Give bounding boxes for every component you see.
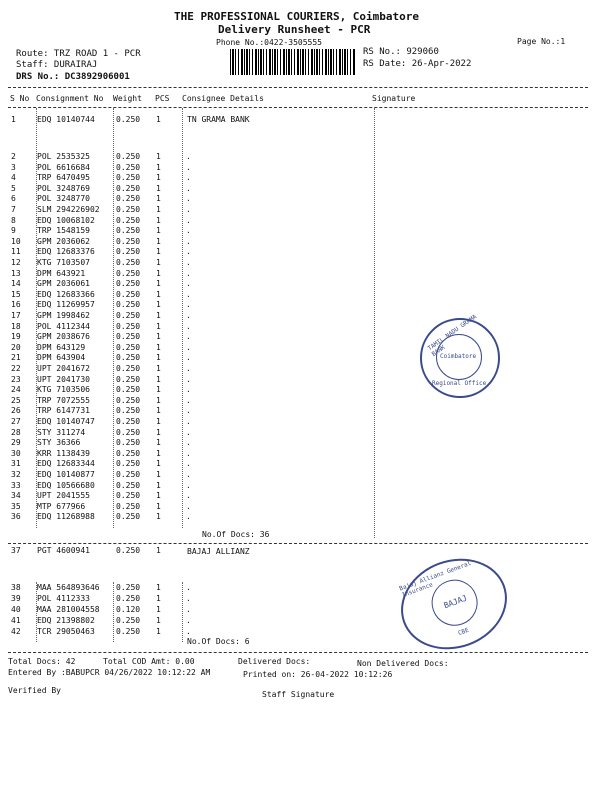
detail-dot: .: [186, 311, 191, 320]
table-row: [0, 491, 600, 502]
pcs-cell: 1: [156, 342, 161, 352]
sno-cell: 9: [11, 226, 16, 236]
detail-dot: .: [186, 501, 191, 511]
sno-cell: 34: [11, 491, 21, 501]
detail-dot: .: [186, 583, 191, 592]
consignment-cell: EDQ 21398802: [37, 616, 95, 625]
table-row: [0, 470, 600, 481]
col-consignment: Consignment No: [36, 94, 104, 103]
pcs-cell: 1: [156, 374, 161, 384]
sno-cell: 19: [11, 332, 21, 342]
pcs-cell: 1: [156, 353, 161, 363]
table-row: [0, 237, 600, 248]
consignee-name: TN GRAMA BANK: [187, 115, 250, 124]
detail-dot: .: [186, 247, 191, 257]
divider: [8, 87, 588, 88]
weight-cell: 0.250: [116, 247, 141, 257]
sno-cell: 42: [11, 627, 21, 636]
divider: [8, 107, 588, 108]
consignment-cell: KTG 7103507: [37, 258, 90, 267]
pcs-cell: 1: [156, 395, 161, 405]
pcs-cell: 1: [156, 205, 161, 214]
sno-cell: 16: [11, 300, 21, 310]
weight-cell: 0.250: [116, 353, 141, 363]
sno-cell: 18: [11, 321, 21, 331]
pcs-cell: 1: [156, 115, 161, 124]
weight-cell: 0.250: [116, 470, 141, 479]
seal-text: TAMIL NADU GRAMA BANK: [426, 313, 479, 358]
weight-cell: 0.250: [116, 438, 141, 448]
sno-cell: 27: [11, 417, 21, 426]
weight-cell: 0.250: [116, 236, 141, 246]
weight-cell: 0.250: [116, 332, 141, 342]
detail-dot: .: [186, 194, 191, 204]
sno-cell: 29: [11, 438, 21, 448]
consignment-cell: KTG 7103506: [37, 385, 90, 395]
phone-number: Phone No.:0422-3505555: [216, 38, 322, 47]
table-row: [0, 247, 600, 258]
weight-cell: 0.120: [116, 605, 141, 614]
consignment-cell: EDQ 10566680: [37, 480, 95, 490]
consignment-cell: EDQ 12683376: [37, 247, 95, 257]
seal-text: BAJAJ: [442, 593, 469, 611]
sno-cell: 13: [11, 268, 21, 278]
consignment-cell: TRP 6147731: [37, 406, 90, 416]
detail-dot: .: [186, 427, 191, 437]
sno-cell: 14: [11, 279, 21, 289]
seal-text: Regional Office: [432, 380, 487, 387]
pcs-cell: 1: [156, 459, 161, 469]
staff-label: Staff: DURAIRAJ: [16, 60, 98, 70]
table-row: [0, 583, 600, 594]
weight-cell: 0.250: [116, 279, 141, 289]
detail-dot: .: [186, 236, 191, 246]
weight-cell: 0.250: [116, 594, 141, 603]
table-row: [0, 258, 600, 269]
consignment-cell: GPM 2036061: [37, 279, 90, 289]
weight-cell: 0.250: [116, 406, 141, 416]
consignment-cell: TCR 29050463: [37, 627, 95, 636]
pcs-cell: 1: [156, 417, 161, 426]
drs-number: DRS No.: DC3892906001: [16, 72, 130, 82]
sno-cell: 22: [11, 364, 21, 373]
weight-cell: 0.250: [116, 480, 141, 490]
weight-cell: 0.250: [116, 374, 141, 384]
consignment-cell: PGT 4600941: [37, 546, 90, 555]
table-row: [0, 438, 600, 449]
table-row: [0, 616, 600, 627]
consignment-cell: UPT 2041555: [37, 491, 90, 501]
consignment-cell: POL 2535325: [37, 152, 90, 161]
sno-cell: 5: [11, 183, 16, 193]
consignment-cell: EDQ 10140747: [37, 417, 95, 426]
sno-cell: 26: [11, 406, 21, 416]
table-row: [0, 459, 600, 470]
sno-cell: 41: [11, 616, 21, 625]
table-row: [0, 385, 600, 396]
non-delivered-docs: Non Delivered Docs:: [357, 659, 449, 668]
detail-dot: .: [186, 183, 191, 193]
detail-dot: .: [186, 152, 191, 161]
weight-cell: 0.250: [116, 616, 141, 625]
sno-cell: 2: [11, 152, 16, 161]
weight-cell: 0.250: [116, 268, 141, 278]
table-row: [0, 406, 600, 417]
table-row: [0, 300, 600, 311]
pcs-cell: 1: [156, 236, 161, 246]
weight-cell: 0.250: [116, 459, 141, 469]
sno-cell: 7: [11, 205, 16, 214]
detail-dot: .: [186, 480, 191, 490]
detail-dot: .: [186, 616, 191, 625]
weight-cell: 0.250: [116, 205, 141, 214]
detail-dot: .: [186, 173, 191, 183]
sno-cell: 38: [11, 583, 21, 592]
weight-cell: 0.250: [116, 364, 141, 373]
detail-dot: .: [186, 491, 191, 501]
consignment-cell: STY 311274: [37, 427, 86, 437]
pcs-cell: 1: [156, 215, 161, 225]
verified-by: Verified By: [8, 686, 61, 695]
detail-dot: .: [186, 512, 191, 522]
sno-cell: 24: [11, 385, 21, 395]
detail-dot: .: [186, 374, 191, 384]
table-row: [0, 364, 600, 375]
seal-text: Bajaj Allianz General Insurance: [398, 559, 473, 600]
detail-dot: .: [186, 448, 191, 458]
detail-dot: .: [186, 215, 191, 225]
consignment-cell: POL 6616684: [37, 162, 90, 172]
weight-cell: 0.250: [116, 300, 141, 310]
pcs-cell: 1: [156, 279, 161, 289]
table-row: [0, 332, 600, 343]
detail-dot: .: [186, 627, 191, 636]
table-row: [0, 173, 600, 184]
table-row: [0, 375, 600, 386]
consignment-cell: GPM 1998462: [37, 311, 90, 320]
consignment-cell: GPM 2038676: [37, 332, 90, 342]
company-name: THE PROFESSIONAL COURIERS, Coimbatore: [174, 10, 420, 23]
detail-dot: .: [186, 162, 191, 172]
table-row: [0, 353, 600, 364]
sno-cell: 6: [11, 194, 16, 204]
col-sno: S No: [10, 94, 30, 103]
sno-cell: 17: [11, 311, 21, 320]
weight-cell: 0.250: [116, 289, 141, 299]
detail-dot: .: [186, 332, 191, 342]
detail-dot: .: [186, 258, 191, 267]
consignment-cell: EDQ 11269957: [37, 300, 95, 310]
consignment-cell: MAA 564893646: [37, 583, 100, 592]
docs-count: No.Of Docs: 36: [202, 530, 270, 539]
bank-seal: [420, 313, 500, 398]
table-row: [0, 290, 600, 301]
sno-cell: 1: [11, 115, 16, 124]
weight-cell: 0.250: [116, 226, 141, 236]
pcs-cell: 1: [156, 605, 161, 614]
sno-cell: 10: [11, 236, 21, 246]
consignment-cell: TRP 7072555: [37, 395, 90, 405]
weight-cell: 0.250: [116, 512, 141, 522]
detail-dot: .: [186, 353, 191, 363]
weight-cell: 0.250: [116, 215, 141, 225]
detail-dot: .: [186, 300, 191, 310]
table-row: [0, 279, 600, 290]
consignment-cell: DPM 643904: [37, 353, 86, 363]
weight-cell: 0.250: [116, 427, 141, 437]
consignment-cell: EDQ 11268988: [37, 512, 95, 522]
col-consignee-details: Consignee Details: [182, 94, 264, 103]
detail-dot: .: [186, 406, 191, 416]
pcs-cell: 1: [156, 364, 161, 373]
detail-dot: .: [186, 289, 191, 299]
consignment-cell: POL 4112333: [37, 594, 90, 603]
pcs-cell: 1: [156, 501, 161, 511]
pcs-cell: 1: [156, 616, 161, 625]
pcs-cell: 1: [156, 247, 161, 257]
pcs-cell: 1: [156, 627, 161, 636]
divider: [8, 543, 588, 544]
table-row: [0, 311, 600, 322]
table-row: [0, 184, 600, 195]
weight-cell: 0.250: [116, 501, 141, 511]
consignment-cell: EDQ 12683344: [37, 459, 95, 469]
sno-cell: 32: [11, 470, 21, 479]
sno-cell: 23: [11, 374, 21, 384]
pcs-cell: 1: [156, 289, 161, 299]
detail-dot: .: [186, 605, 191, 614]
sno-cell: 8: [11, 215, 16, 225]
detail-dot: .: [186, 226, 191, 236]
pcs-cell: 1: [156, 491, 161, 501]
pcs-cell: 1: [156, 512, 161, 522]
pcs-cell: 1: [156, 300, 161, 310]
delivered-docs: Delivered Docs:: [238, 657, 311, 666]
table-row: [0, 216, 600, 227]
pcs-cell: 1: [156, 173, 161, 183]
sno-cell: 37: [11, 546, 21, 555]
table-row: [0, 594, 600, 605]
total-docs: Total Docs: 42: [8, 657, 76, 666]
detail-dot: .: [186, 438, 191, 448]
pcs-cell: 1: [156, 438, 161, 448]
consignment-cell: DPM 643921: [37, 268, 86, 278]
consignment-cell: POL 4112344: [37, 321, 90, 331]
weight-cell: 0.250: [116, 115, 141, 124]
consignment-cell: MAA 281004558: [37, 605, 100, 614]
barcode: [230, 49, 356, 75]
consignment-cell: KRR 1138439: [37, 448, 90, 458]
sno-cell: 36: [11, 512, 21, 522]
printed-on: Printed on: 26-04-2022 10:12:26: [243, 670, 393, 679]
table-row: [0, 502, 600, 513]
weight-cell: 0.250: [116, 152, 141, 161]
pcs-cell: 1: [156, 583, 161, 592]
insurance-seal: [388, 544, 520, 664]
pcs-cell: 1: [156, 152, 161, 161]
pcs-cell: 1: [156, 258, 161, 267]
table-row: [0, 269, 600, 280]
sno-cell: 33: [11, 480, 21, 490]
pcs-cell: 1: [156, 385, 161, 395]
sno-cell: 3: [11, 162, 16, 172]
total-cod: Total COD Amt: 0.00: [103, 657, 195, 666]
consignment-cell: EDQ 12683366: [37, 289, 95, 299]
detail-dot: .: [186, 459, 191, 469]
pcs-cell: 1: [156, 226, 161, 236]
weight-cell: 0.250: [116, 417, 141, 426]
rs-number: RS No.: 929060: [363, 47, 439, 57]
docs-count: No.Of Docs: 6: [187, 637, 250, 646]
sno-cell: 20: [11, 342, 21, 352]
weight-cell: 0.250: [116, 321, 141, 331]
pcs-cell: 1: [156, 162, 161, 172]
consignment-cell: EDQ 10140744: [37, 115, 95, 124]
weight-cell: 0.250: [116, 491, 141, 501]
seal-text: Coimbatore: [440, 353, 477, 360]
table-row: [0, 627, 600, 638]
table-row: [0, 481, 600, 492]
table-row: [0, 449, 600, 460]
sno-cell: 4: [11, 173, 16, 183]
consignment-cell: TRP 6470495: [37, 173, 90, 183]
col-signature: Signature: [372, 94, 416, 103]
sno-cell: 21: [11, 353, 21, 363]
weight-cell: 0.250: [116, 258, 141, 267]
weight-cell: 0.250: [116, 448, 141, 458]
seal-text: CBE: [457, 626, 470, 638]
weight-cell: 0.250: [116, 395, 141, 405]
weight-cell: 0.250: [116, 342, 141, 352]
weight-cell: 0.250: [116, 627, 141, 636]
weight-cell: 0.250: [116, 385, 141, 395]
sno-cell: 40: [11, 605, 21, 614]
pcs-cell: 1: [156, 332, 161, 342]
sno-cell: 11: [11, 247, 21, 257]
weight-cell: 0.250: [116, 546, 141, 555]
pcs-cell: 1: [156, 311, 161, 320]
consignee-name: BAJAJ ALLIANZ: [187, 547, 250, 556]
sno-cell: 12: [11, 258, 21, 267]
consignment-cell: EDQ 10068102: [37, 215, 95, 225]
detail-dot: .: [186, 279, 191, 289]
detail-dot: .: [186, 342, 191, 352]
detail-dot: .: [186, 385, 191, 395]
consignment-cell: POL 3248770: [37, 194, 90, 204]
col-weight: Weight: [113, 94, 142, 103]
pcs-cell: 1: [156, 480, 161, 490]
table-row: [0, 226, 600, 237]
sno-cell: 25: [11, 395, 21, 405]
divider: [8, 652, 588, 653]
weight-cell: 0.250: [116, 183, 141, 193]
consignment-cell: DPM 643129: [37, 342, 86, 352]
detail-dot: .: [186, 268, 191, 278]
detail-dot: .: [186, 417, 191, 426]
consignment-cell: STY 36366: [37, 438, 81, 448]
pcs-cell: 1: [156, 546, 161, 555]
detail-dot: .: [186, 470, 191, 479]
pcs-cell: 1: [156, 268, 161, 278]
col-pcs: PCS: [155, 94, 170, 103]
sno-cell: 35: [11, 501, 21, 511]
sno-cell: 30: [11, 448, 21, 458]
rs-date: RS Date: 26-Apr-2022: [363, 59, 472, 69]
table-row: [0, 152, 600, 163]
table-row: [0, 115, 600, 126]
table-row: [0, 396, 600, 407]
sno-cell: 28: [11, 427, 21, 437]
consignment-cell: UPT 2041730: [37, 374, 90, 384]
consignment-cell: GPM 2036062: [37, 236, 90, 246]
consignment-cell: SLM 294226902: [37, 205, 100, 214]
pcs-cell: 1: [156, 470, 161, 479]
pcs-cell: 1: [156, 194, 161, 204]
consignment-cell: UPT 2041672: [37, 364, 90, 373]
entered-by: Entered By :BABUPCR 04/26/2022 10:12:22 AM: [8, 668, 211, 677]
column-headers: [0, 94, 600, 105]
detail-dot: .: [186, 205, 191, 214]
table-row: [0, 512, 600, 523]
table-row: [0, 417, 600, 428]
pcs-cell: 1: [156, 321, 161, 331]
staff-signature: Staff Signature: [262, 690, 335, 699]
table-row: [0, 605, 600, 616]
consignment-cell: MTP 677966: [37, 501, 86, 511]
pcs-cell: 1: [156, 448, 161, 458]
weight-cell: 0.250: [116, 311, 141, 320]
detail-dot: .: [186, 594, 191, 603]
table-row: [0, 428, 600, 439]
sno-cell: 39: [11, 594, 21, 603]
detail-dot: .: [186, 364, 191, 373]
table-row: [0, 322, 600, 333]
weight-cell: 0.250: [116, 583, 141, 592]
sno-cell: 15: [11, 289, 21, 299]
consignment-cell: POL 3248769: [37, 183, 90, 193]
weight-cell: 0.250: [116, 162, 141, 172]
detail-dot: .: [186, 395, 191, 405]
weight-cell: 0.250: [116, 173, 141, 183]
pcs-cell: 1: [156, 594, 161, 603]
pcs-cell: 1: [156, 406, 161, 416]
page-number: Page No.:1: [517, 37, 566, 46]
table-row: [0, 205, 600, 216]
table-row: [0, 546, 600, 557]
pcs-cell: 1: [156, 427, 161, 437]
table-row: [0, 194, 600, 205]
detail-dot: .: [186, 321, 191, 331]
document-title: Delivery Runsheet - PCR: [218, 23, 371, 36]
sno-cell: 31: [11, 459, 21, 469]
table-row: [0, 343, 600, 354]
consignment-cell: TRP 1548159: [37, 226, 90, 236]
route-label: Route: TRZ ROAD 1 - PCR: [16, 49, 141, 59]
table-row: [0, 163, 600, 174]
weight-cell: 0.250: [116, 194, 141, 204]
pcs-cell: 1: [156, 183, 161, 193]
consignment-cell: EDQ 10140877: [37, 470, 95, 479]
